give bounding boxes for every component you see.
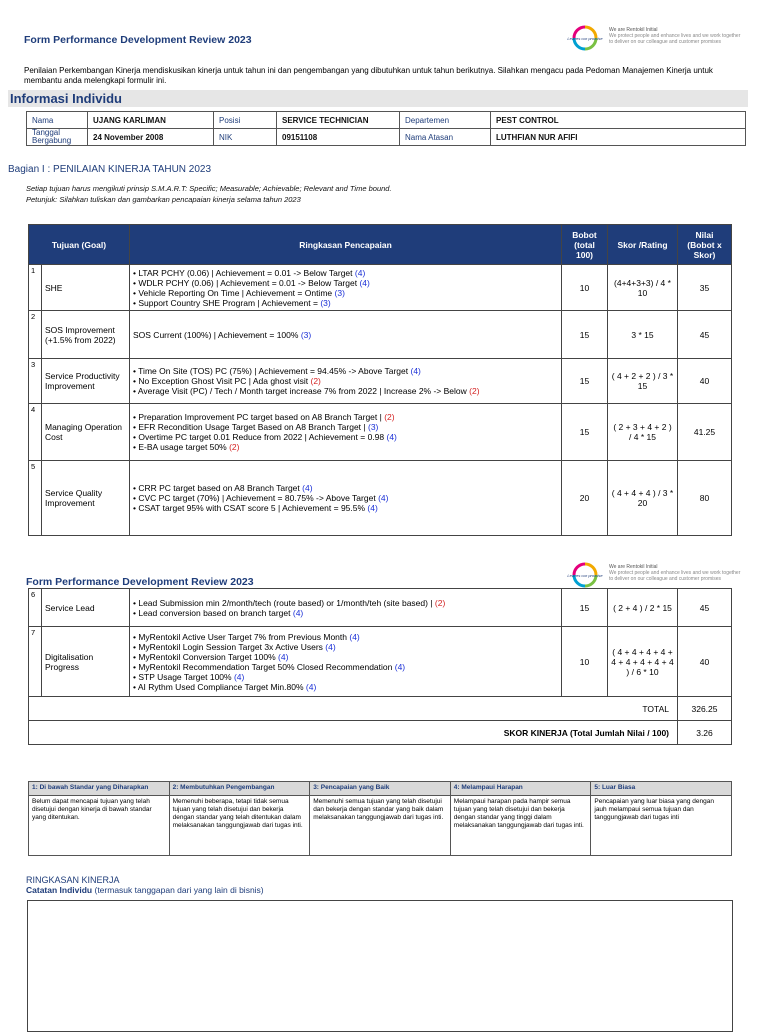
achievement-item xyxy=(133,493,558,503)
achievement-text: • EFR Recondition Usage Target Based on A8 Branch Target | xyxy=(133,422,366,432)
achievement-item xyxy=(133,278,558,288)
tanggal-label: Tanggal Bergabung xyxy=(27,129,88,146)
skor-cell: 3 * 15 xyxy=(608,311,678,359)
bobot-cell: 10 xyxy=(562,265,608,311)
achievement-score: (2) xyxy=(434,597,446,608)
nilai-cell: 40 xyxy=(678,627,732,697)
bobot-cell: 15 xyxy=(562,404,608,461)
bobot-cell: 15 xyxy=(562,359,608,404)
goal-cell: Managing Operation Cost xyxy=(42,404,130,461)
catatan-individu-textarea[interactable] xyxy=(27,900,733,1032)
achievement-score: (4) xyxy=(302,483,313,493)
posisi-value: SERVICE TECHNICIAN xyxy=(277,112,400,129)
atasan-value: LUTHFIAN NUR AFIFI xyxy=(491,129,746,146)
achievement-text: • AI Rythm Used Compliance Target Min.80% xyxy=(133,681,304,692)
logo-line2: We protect people and enhance lives and we work together xyxy=(609,33,741,39)
achievement-item xyxy=(133,483,558,493)
header-summary: Ringkasan Pencapaian xyxy=(130,225,562,265)
table-row xyxy=(29,461,732,536)
legend-title: 3: Pencapaian yang Baik xyxy=(310,782,451,796)
achievement-summary xyxy=(130,461,562,536)
achievement-score: (4) xyxy=(292,607,304,618)
achievement-score: (3) xyxy=(334,287,345,298)
table-row xyxy=(29,265,732,311)
logo-line3-2: to deliver on our colleague and customer promises xyxy=(609,576,722,582)
achievement-item xyxy=(133,366,558,376)
achievement-score: (2) xyxy=(310,376,321,386)
legend-title: 4: Melampaui Harapan xyxy=(450,782,591,796)
achievement-item xyxy=(133,682,558,692)
bobot-cell: 15 xyxy=(562,311,608,359)
achievement-text: • MyRentokil Active User Target 7% from Previous Month xyxy=(133,631,347,642)
achievement-text: • STP Usage Target 100% xyxy=(133,671,232,682)
achievement-summary xyxy=(130,589,562,627)
ringkasan-title: RINGKASAN KINERJA xyxy=(26,875,120,885)
achievement-text: • Overtime PC target 0.01 Reduce from 2022 | Achievement = 0.98 xyxy=(133,432,385,442)
table-row xyxy=(29,359,732,404)
achievement-text: • CVC PC target (70%) | Achievement = 80.75% -> Above Target xyxy=(133,493,376,503)
achievement-score: (4) xyxy=(325,641,336,652)
achievement-text: • WDLR PCHY (0.06) | Achievement = 0.01 -> Below Target xyxy=(133,277,358,288)
bobot-cell: 15 xyxy=(562,589,608,627)
rating-legend xyxy=(28,781,732,856)
achievement-text: SOS Current (100%) | Achievement = 100% xyxy=(133,329,299,340)
nilai-cell: 45 xyxy=(678,589,732,627)
achievement-item xyxy=(133,386,558,396)
achievement-item xyxy=(133,632,558,642)
achievement-summary xyxy=(130,404,562,461)
achievement-score: (4) xyxy=(354,267,366,278)
table-row xyxy=(29,589,732,627)
performance-table-continued xyxy=(28,588,732,745)
achievement-text: • Average Visit (PC) / Tech / Month target increase 7% from 2022 | Increase 2% -> Below xyxy=(133,386,467,396)
intro-text: Penilaian Perkembangan Kinerja mendiskusikan kinerja untuk tahun ini dan pengembangan yang dibutuhkan untuk tahun berikutnya. Silahkan mengacu pada Pedoman Manajemen Kinerja untuk membantu anda melengkapi formulir ini. xyxy=(24,66,713,85)
achievement-text: • MyRentokil Recommendation Target 50% Closed Recommendation xyxy=(133,661,393,672)
performance-table xyxy=(28,224,732,536)
achievement-summary xyxy=(130,265,562,311)
achievement-summary xyxy=(130,359,562,404)
nilai-cell: 40 xyxy=(678,359,732,404)
header-nilai: Nilai (Bobot x Skor) xyxy=(678,225,732,265)
goal-cell: Service Productivity Improvement xyxy=(42,359,130,404)
achievement-text: • Support Country SHE Program | Achievement = xyxy=(133,297,318,308)
achievement-text: • No Exception Ghost Visit PC | Ada ghost visit xyxy=(133,376,309,386)
legend-description: Memenuhi beberapa, tetapi tidak semua tujuan yang telah disetujui dan bekerja dengan standar yang telah ditentukan dalam melaksanakan tanggungjawab dari tugas inti. xyxy=(169,796,310,856)
nilai-cell: 41.25 xyxy=(678,404,732,461)
logo-line3: to deliver on our colleague and customer promises xyxy=(609,39,722,45)
departemen-label: Departemen xyxy=(400,112,491,129)
skor-cell: ( 2 + 4 ) / 2 * 15 xyxy=(608,589,678,627)
achievement-item xyxy=(133,598,558,608)
row-number: 2 xyxy=(29,311,42,359)
header-skor: Skor /Rating xyxy=(608,225,678,265)
info-table xyxy=(26,111,746,146)
promise-circle-icon xyxy=(565,24,605,52)
row-number: 3 xyxy=(29,359,42,404)
achievement-item xyxy=(133,608,558,618)
total-value: 326.25 xyxy=(678,697,732,721)
goal-cell: SOS Improvement (+1.5% from 2022) xyxy=(42,311,130,359)
bagian-title: Bagian I : PENILAIAN KINERJA TAHUN 2023 xyxy=(8,164,212,175)
company-logo-page2 xyxy=(565,561,768,589)
achievement-item xyxy=(133,288,558,298)
achievement-text: • Lead conversion based on branch target xyxy=(133,607,291,618)
achievement-summary xyxy=(130,627,562,697)
achievement-score: (4) xyxy=(305,681,317,692)
logo-circle-text: Leaves our promise xyxy=(567,36,603,41)
row-number: 7 xyxy=(29,627,42,697)
achievement-item xyxy=(133,672,558,682)
nilai-cell: 35 xyxy=(678,265,732,311)
achievement-score: (4) xyxy=(367,503,378,513)
achievement-item xyxy=(133,422,558,432)
nilai-cell: 80 xyxy=(678,461,732,536)
achievement-text: • MyRentokil Conversion Target 100% xyxy=(133,651,276,662)
skor-cell: ( 4 + 4 + 4 ) / 3 * 20 xyxy=(608,461,678,536)
skor-cell: ( 2 + 3 + 4 + 2 ) / 4 * 15 xyxy=(608,404,678,461)
achievement-score: (2) xyxy=(229,442,240,452)
form-title: Form Performance Development Review 2023 xyxy=(24,34,252,46)
achievement-text: • LTAR PCHY (0.06) | Achievement = 0.01 -> Below Target xyxy=(133,267,353,278)
achievement-item xyxy=(133,662,558,672)
instruction-note: Petunjuk: Silahkan tuliskan dan gambarkan pencapaian kinerja selama tahun 2023 xyxy=(26,195,301,204)
row-number: 1 xyxy=(29,265,42,311)
tanggal-value: 24 November 2008 xyxy=(88,129,214,146)
legend-title: 1: Di bawah Standar yang Diharapkan xyxy=(29,782,170,796)
legend-description: Memenuhi semua tujuan yang telah disetujui dan bekerja dengan standar yang baik dalam melaksanakan tanggungjawab dari tugas inti. xyxy=(310,796,451,856)
achievement-score: (4) xyxy=(349,631,360,642)
nik-label: NIK xyxy=(214,129,277,146)
catatan-label: Catatan Individu xyxy=(26,885,93,895)
bobot-cell: 10 xyxy=(562,627,608,697)
form-title-page2: Form Performance Development Review 2023 xyxy=(26,576,254,588)
achievement-text: • MyRentokil Login Session Target 3x Active Users xyxy=(133,641,323,652)
logo-line1-2: We are Rentokil Initial xyxy=(609,564,658,570)
legend-title: 2: Membutuhkan Pengembangan xyxy=(169,782,310,796)
logo-circle-text-2: Leaves our promise xyxy=(567,573,603,578)
nik-value: 09151108 xyxy=(277,129,400,146)
legend-description: Melampaui harapan pada hampir semua tujuan yang telah disetujui dan bekerja dengan standar yang tinggi dalam melaksanakan tanggungjawab dari tugas inti. xyxy=(450,796,591,856)
goal-cell: Service Quality Improvement xyxy=(42,461,130,536)
nilai-cell: 45 xyxy=(678,311,732,359)
achievement-item xyxy=(133,412,558,422)
goal-cell: SHE xyxy=(42,265,130,311)
catatan-sub: (termasuk tanggapan dari yang lain di bisnis) xyxy=(92,885,264,895)
logo-line1: We are Rentokil Initial xyxy=(609,27,658,33)
achievement-item xyxy=(133,432,558,442)
achievement-score: (4) xyxy=(278,651,289,662)
atasan-label: Nama Atasan xyxy=(400,129,491,146)
skor-kinerja-value: 3.26 xyxy=(678,721,732,745)
achievement-score: (2) xyxy=(469,386,480,396)
achievement-item xyxy=(133,503,558,513)
table-row xyxy=(29,404,732,461)
achievement-score: (3) xyxy=(320,297,331,308)
achievement-score: (4) xyxy=(378,493,389,503)
goal-cell: Service Lead xyxy=(42,589,130,627)
nama-label: Nama xyxy=(27,112,88,129)
achievement-score: (4) xyxy=(410,366,421,376)
achievement-score: (4) xyxy=(233,671,245,682)
legend-description: Pencapaian yang luar biasa yang dengan jauh melampaui semua tujuan dan tanggungjawab dari tugas inti xyxy=(591,796,732,856)
achievement-score: (4) xyxy=(359,277,370,288)
achievement-text: • Time On Site (TOS) PC (75%) | Achievement = 94.45% -> Above Target xyxy=(133,366,409,376)
achievement-text: • Preparation Improvement PC target based on A8 Branch Target | xyxy=(133,412,382,422)
posisi-label: Posisi xyxy=(214,112,277,129)
departemen-value: PEST CONTROL xyxy=(491,112,746,129)
skor-cell: ( 4 + 2 + 2 ) / 3 * 15 xyxy=(608,359,678,404)
achievement-score: (3) xyxy=(300,329,312,340)
achievement-score: (4) xyxy=(394,661,406,672)
achievement-text: • CRR PC target based on A8 Branch Target xyxy=(133,483,300,493)
achievement-summary xyxy=(130,311,562,359)
table-row xyxy=(29,627,732,697)
header-goal: Tujuan (Goal) xyxy=(29,225,130,265)
company-logo xyxy=(565,24,768,52)
nama-value: UJANG KARLIMAN xyxy=(88,112,214,129)
legend-description: Belum dapat mencapai tujuan yang telah disetujui dengan kinerja di bawah standar yang ditentukan. xyxy=(29,796,170,856)
achievement-text: • E-BA usage target 50% xyxy=(133,442,227,452)
smart-note: Setiap tujuan harus mengikuti prinsip S.M.A.R.T: Specific; Measurable; Achievable; Relevant and Time bound. xyxy=(26,184,392,193)
achievement-score: (3) xyxy=(368,422,379,432)
achievement-item xyxy=(133,652,558,662)
bobot-cell: 20 xyxy=(562,461,608,536)
achievement-item xyxy=(133,330,558,340)
skor-cell: (4+4+3+3) / 4 * 10 xyxy=(608,265,678,311)
achievement-item xyxy=(133,268,558,278)
logo-line2-2: We protect people and enhance lives and we work together xyxy=(609,570,741,576)
row-number: 4 xyxy=(29,404,42,461)
table-row xyxy=(29,311,732,359)
achievement-text: • CSAT target 95% with CSAT score 5 | Achievement = 95.5% xyxy=(133,503,366,513)
row-number: 5 xyxy=(29,461,42,536)
achievement-item xyxy=(133,376,558,386)
row-number: 6 xyxy=(29,589,42,627)
skor-cell: ( 4 + 4 + 4 + 4 + 4 + 4 + 4 + 4 + 4 ) / 6 * 10 xyxy=(608,627,678,697)
legend-title: 5: Luar Biasa xyxy=(591,782,732,796)
skor-kinerja-label: SKOR KINERJA (Total Jumlah Nilai / 100) xyxy=(29,721,678,745)
promise-circle-icon xyxy=(565,561,605,589)
total-label: TOTAL xyxy=(29,697,678,721)
achievement-score: (4) xyxy=(386,432,397,442)
achievement-score: (2) xyxy=(384,412,395,422)
goal-cell: Digitalisation Progress xyxy=(42,627,130,697)
achievement-text: • Vehicle Reporting On Time | Achievement = Ontime xyxy=(133,287,333,298)
info-section-title: Informasi Individu xyxy=(8,90,748,107)
achievement-item xyxy=(133,642,558,652)
achievement-item xyxy=(133,442,558,452)
achievement-item xyxy=(133,298,558,308)
achievement-text: • Lead Submission min 2/month/tech (route based) or 1/month/teh (site based) | xyxy=(133,597,433,608)
header-bobot: Bobot (total 100) xyxy=(562,225,608,265)
